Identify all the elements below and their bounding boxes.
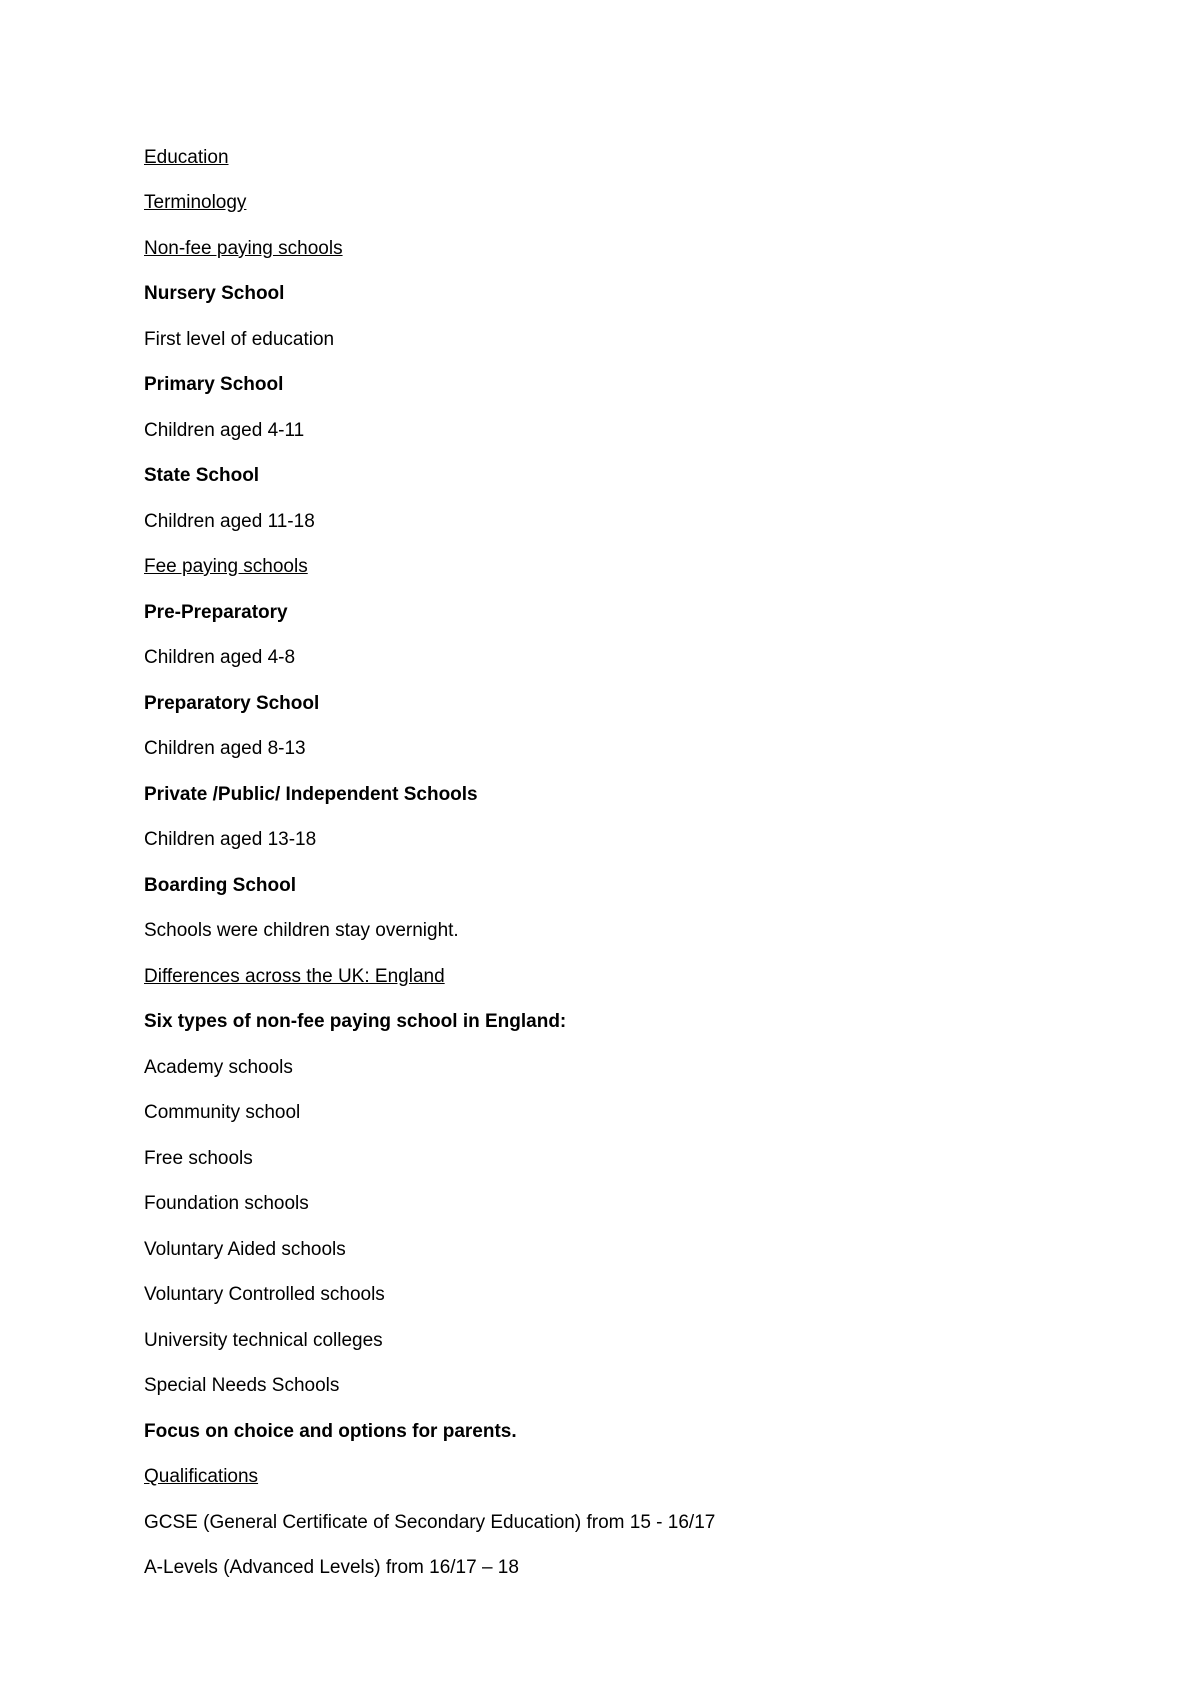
definition-state-school: Children aged 11-18 — [144, 511, 315, 532]
heading-differences-england: Differences across the UK: England — [144, 966, 445, 987]
list-item-academy-schools: Academy schools — [144, 1057, 293, 1078]
list-item-community-school: Community school — [144, 1102, 301, 1123]
list-item-voluntary-controlled-schools: Voluntary Controlled schools — [144, 1284, 385, 1305]
term-primary-school: Primary School — [144, 374, 284, 395]
list-item-university-technical-colleges: University technical colleges — [144, 1330, 383, 1351]
definition-boarding-school: Schools were children stay overnight. — [144, 920, 459, 941]
note-focus-on-choice: Focus on choice and options for parents. — [144, 1421, 517, 1442]
list-item-free-schools: Free schools — [144, 1148, 253, 1169]
heading-terminology: Terminology — [144, 192, 247, 213]
term-independent-schools: Private /Public/ Independent Schools — [144, 784, 478, 805]
term-state-school: State School — [144, 465, 260, 486]
definition-preparatory-school: Children aged 8-13 — [144, 738, 306, 759]
heading-qualifications: Qualifications — [144, 1466, 259, 1487]
definition-pre-preparatory: Children aged 4-8 — [144, 647, 296, 668]
list-item-foundation-schools: Foundation schools — [144, 1193, 309, 1214]
qualification-a-levels: A-Levels (Advanced Levels) from 16/17 – 18 — [144, 1557, 519, 1578]
heading-non-fee-paying-schools: Non-fee paying schools — [144, 238, 343, 259]
definition-primary-school: Children aged 4-11 — [144, 420, 305, 441]
subheading-six-types: Six types of non-fee paying school in England: — [144, 1011, 567, 1032]
term-pre-preparatory: Pre-Preparatory — [144, 602, 288, 623]
term-boarding-school: Boarding School — [144, 875, 296, 896]
definition-nursery-school: First level of education — [144, 329, 335, 350]
list-item-special-needs-schools: Special Needs Schools — [144, 1375, 340, 1396]
definition-independent-schools: Children aged 13-18 — [144, 829, 317, 850]
list-item-voluntary-aided-schools: Voluntary Aided schools — [144, 1239, 346, 1260]
qualification-gcse: GCSE (General Certificate of Secondary Education) from 15 - 16/17 — [144, 1512, 716, 1533]
term-preparatory-school: Preparatory School — [144, 693, 320, 714]
term-nursery-school: Nursery School — [144, 283, 285, 304]
heading-education: Education — [144, 147, 229, 168]
heading-fee-paying-schools: Fee paying schools — [144, 556, 308, 577]
